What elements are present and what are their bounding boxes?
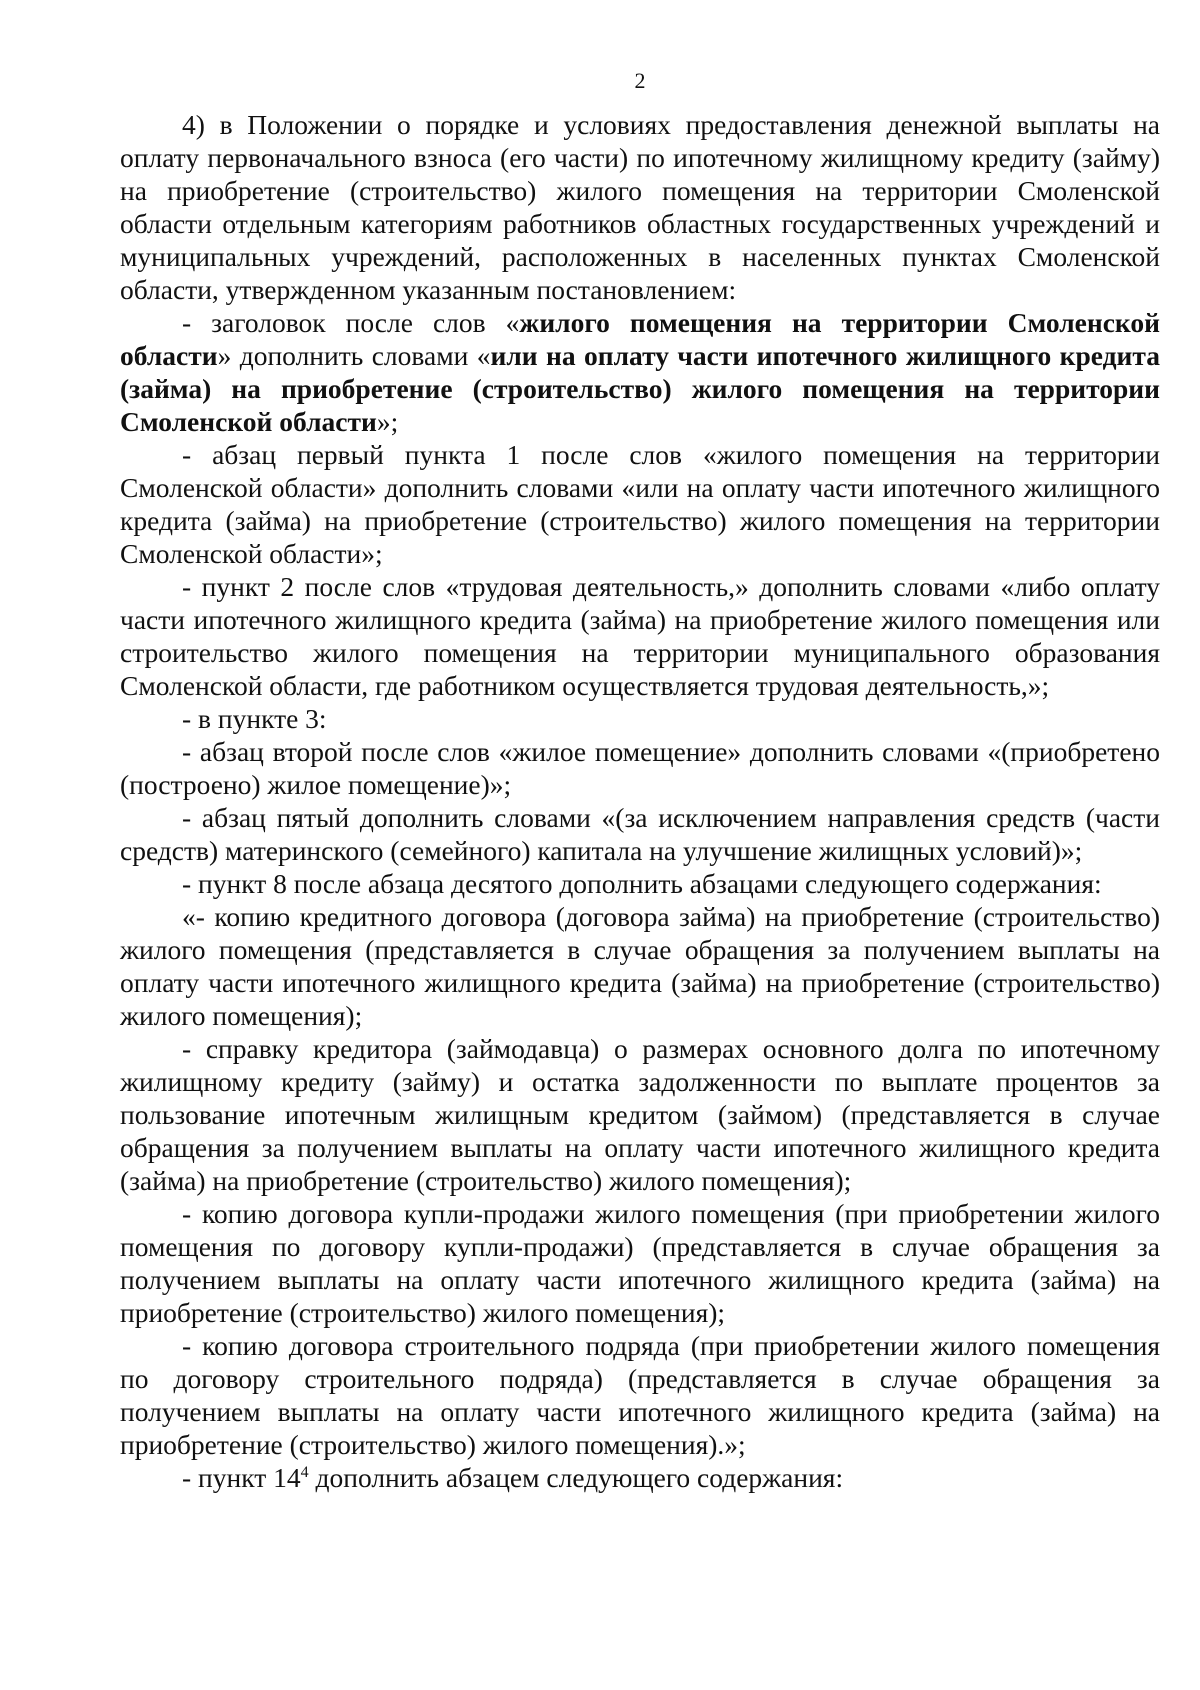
paragraph-purchase-agreement: - копию договора купли-продажи жилого помещения (при приобретении жилого помещения по договору купли-продажи) (представляется в случае обращения за получением выплаты на оплату части ипотечного жилищного кредита (займа) на приобретение (строительство) жилого помещения); (120, 1198, 1160, 1328)
page-number: 2 (634, 68, 646, 93)
superscript: 4 (300, 1463, 309, 1481)
paragraph-point-3-second: - абзац второй после слов «жилое помещение» дополнить словами «(приобретено (построено) жилое помещение)»; (120, 736, 1160, 800)
paragraph-point-1-amendment: - абзац первый пункта 1 после слов «жилого помещения на территории Смоленской области» дополнить словами «или на оплату части ипотечного жилищного кредита (займа) на приобретение (строительство) жилого помещения на территории Смоленской области»; (120, 439, 1160, 569)
paragraph-point-3-fifth: - абзац пятый дополнить словами «(за исключением направления средств (части средств) материнского (семейного) капитала на улучшение жилищных условий)»; (120, 802, 1160, 866)
paragraph-point-8-heading: - пункт 8 после абзаца десятого дополнить абзацами следующего содержания: (182, 868, 1102, 899)
paragraph-title-amendment (120, 306, 1160, 438)
paragraph-item-4-intro: 4) в Положении о порядке и условиях предоставления денежной выплаты на оплату первоначального взноса (его части) по ипотечному жилищному кредиту (займу) на приобретение (строительство) жилого помещения на территории Смоленской области отдельным категориям работников областных государственных учреждений и муниципальных учреждений, расположенных в населенных пунктах Смоленской области, утвержденном указанным постановлением: (120, 109, 1160, 305)
text-span: » дополнить словами « (217, 340, 491, 371)
text-span: »; (376, 406, 399, 437)
paragraph-point-3-heading: - в пункте 3: (182, 703, 327, 734)
paragraph-credit-agreement: «- копию кредитного договора (договора займа) на приобретение (строительство) жилого помещения (представляется в случае обращения за получением выплаты на оплату части ипотечного жилищного кредита (займа) на приобретение (строительство) жилого помещения); (120, 901, 1160, 1031)
bold-text-span: или на оплату части ипотечного жилищного кредита (займа) на приобретение (строительство) жилого помещения на территории Смоленской области (120, 340, 1160, 437)
bold-text-span: жилого помещения на территории Смоленской области (120, 307, 1160, 371)
paragraph-point-14-4 (120, 1461, 1160, 1494)
text-span: - заголовок после слов « (182, 307, 520, 338)
paragraph-creditor-certificate: - справку кредитора (займодавца) о размерах основного долга по ипотечному жилищному кредиту (займу) и остатка задолженности по выплате процентов за пользование ипотечным жилищным кредитом (займом) (представляется в случае обращения за получением выплаты на оплату части ипотечного жилищного кредита (займа) на приобретение (строительство) жилого помещения); (120, 1033, 1160, 1196)
paragraph-construction-contract: - копию договора строительного подряда (при приобретении жилого помещения по договору строительного подряда) (представляется в случае обращения за получением выплаты на оплату части ипотечного жилищного кредита (займа) на приобретение (строительство) жилого помещения).»; (120, 1330, 1160, 1460)
text-span: - пункт 14 (182, 1462, 301, 1493)
text-span: дополнить абзацем следующего содержания: (308, 1462, 844, 1493)
paragraph-point-2-amendment: - пункт 2 после слов «трудовая деятельность,» дополнить словами «либо оплату части ипотечного жилищного кредита (займа) на приобретение жилого помещения или строительство жилого помещения на территории муниципального образования Смоленской области, где работником осуществляется трудовая деятельность,»; (120, 571, 1160, 701)
